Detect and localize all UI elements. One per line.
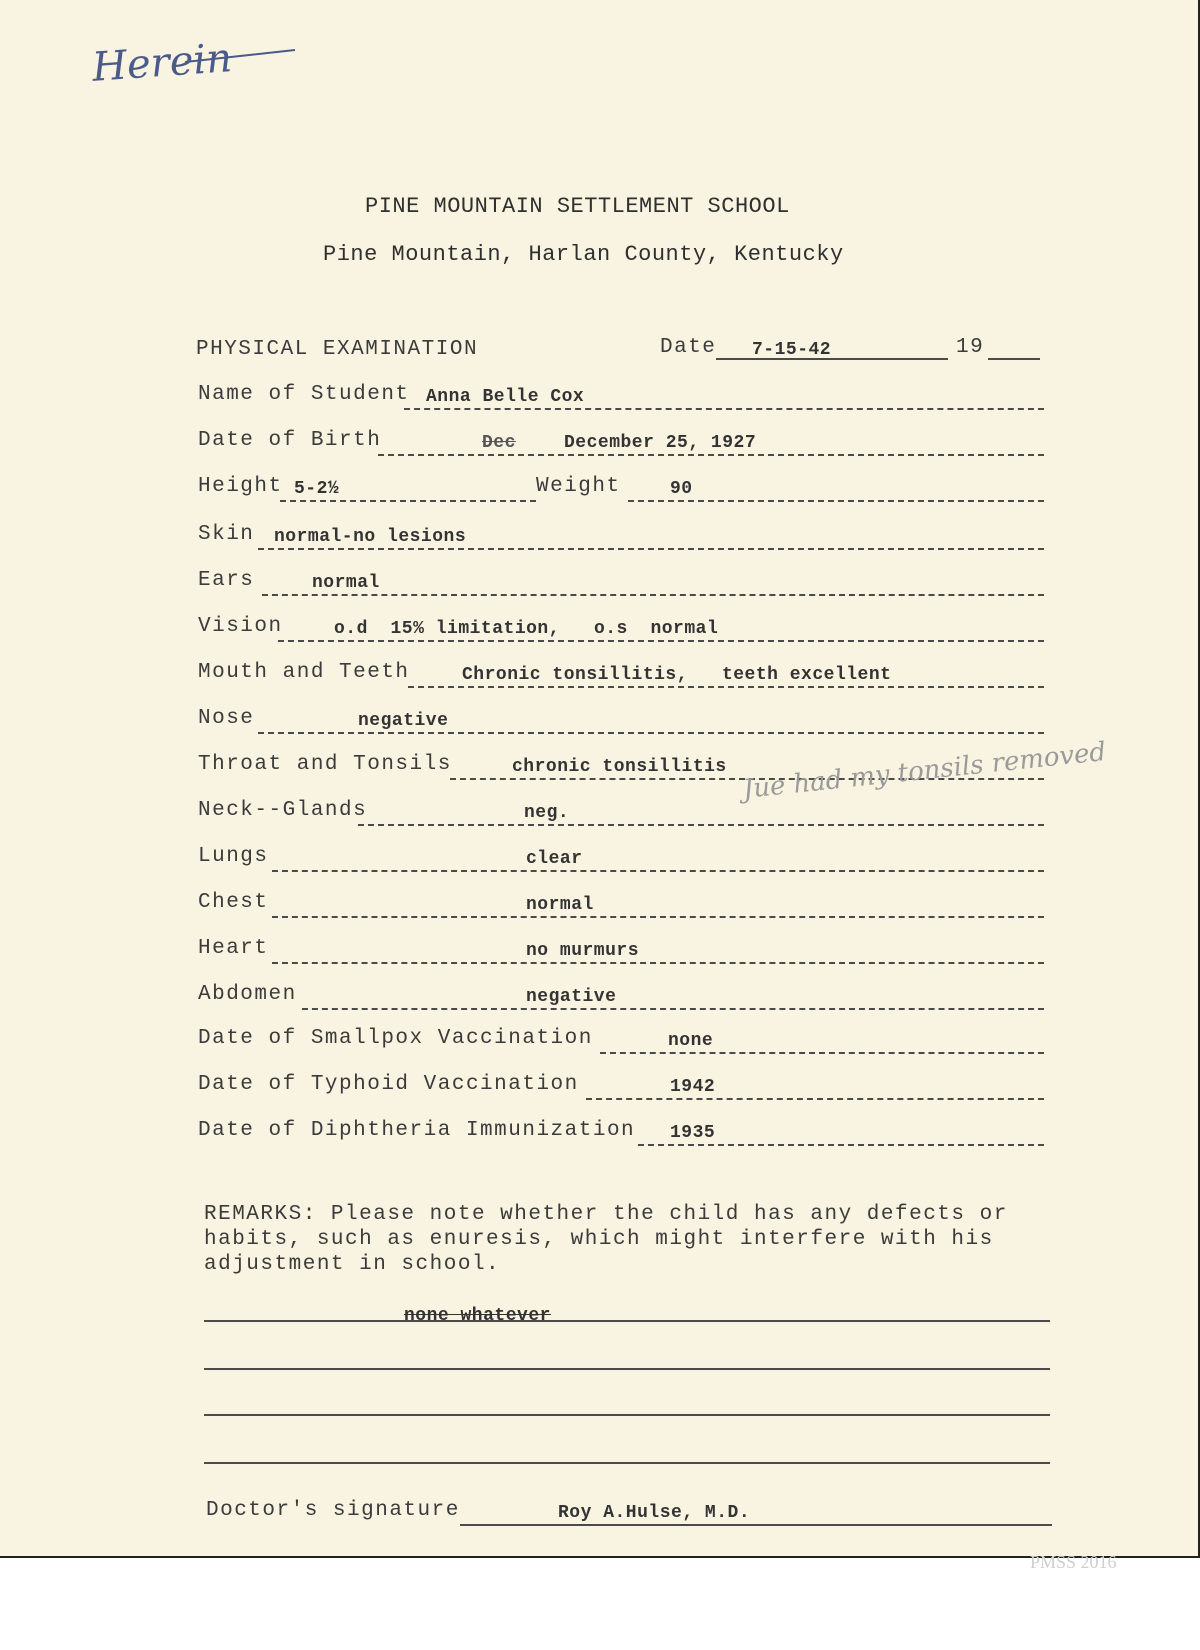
remarks-line-1 bbox=[204, 1320, 1050, 1322]
row-signature bbox=[206, 1492, 1052, 1526]
typhoid-label: Date of Typhoid Vaccination bbox=[198, 1073, 579, 1096]
weight-value: 90 bbox=[670, 479, 693, 499]
diphtheria-line bbox=[638, 1144, 1044, 1146]
abdomen-value: negative bbox=[526, 987, 617, 1007]
row-heart bbox=[198, 930, 1044, 964]
abdomen-label: Abdomen bbox=[198, 983, 297, 1006]
throat-value: chronic tonsillitis bbox=[512, 757, 727, 777]
ears-value: normal bbox=[312, 573, 380, 593]
handwritten-stroke-icon bbox=[180, 40, 300, 70]
date-label: Date bbox=[660, 336, 717, 359]
row-neck bbox=[198, 792, 1044, 826]
signature-value: Roy A.Hulse, M.D. bbox=[558, 1503, 751, 1523]
birth-value: December 25, 1927 bbox=[564, 433, 757, 453]
lungs-value: clear bbox=[526, 849, 583, 869]
school-name: PINE MOUNTAIN SETTLEMENT SCHOOL bbox=[365, 194, 790, 219]
year-line bbox=[988, 358, 1040, 360]
row-typhoid bbox=[198, 1066, 1044, 1100]
signature-line bbox=[460, 1524, 1052, 1526]
birth-label: Date of Birth bbox=[198, 429, 382, 452]
vision-line bbox=[278, 640, 1044, 642]
height-label: Height bbox=[198, 475, 283, 498]
chest-line bbox=[272, 916, 1044, 918]
row-smallpox bbox=[198, 1020, 1044, 1054]
remarks-line-4 bbox=[204, 1462, 1050, 1464]
neck-value: neg. bbox=[524, 803, 570, 823]
abdomen-line bbox=[302, 1008, 1044, 1010]
row-name bbox=[198, 376, 1044, 410]
skin-line bbox=[258, 548, 1044, 550]
diphtheria-value: 1935 bbox=[670, 1123, 716, 1143]
row-skin bbox=[198, 516, 1044, 550]
heart-line bbox=[272, 962, 1044, 964]
smallpox-value: none bbox=[668, 1031, 714, 1051]
height-value: 5-2½ bbox=[294, 479, 340, 499]
handwritten-note: Herein bbox=[90, 35, 234, 91]
row-vision bbox=[198, 608, 1044, 642]
typhoid-value: 1942 bbox=[670, 1077, 716, 1097]
lungs-label: Lungs bbox=[198, 845, 269, 868]
year-label: 19 bbox=[956, 336, 985, 359]
birth-struck-value: Dec bbox=[482, 433, 516, 453]
name-value: Anna Belle Cox bbox=[426, 387, 585, 407]
mouth-value: Chronic tonsillitis, teeth excellent bbox=[462, 665, 892, 685]
form-title: PHYSICAL EXAMINATION bbox=[196, 338, 479, 361]
heart-value: no murmurs bbox=[526, 941, 640, 961]
vision-value: o.d 15% limitation, o.s normal bbox=[334, 619, 719, 639]
smallpox-line bbox=[600, 1052, 1044, 1054]
row-mouth bbox=[198, 654, 1044, 688]
heart-label: Heart bbox=[198, 937, 269, 960]
mouth-label: Mouth and Teeth bbox=[198, 661, 410, 684]
throat-label: Throat and Tonsils bbox=[198, 753, 452, 776]
neck-label: Neck--Glands bbox=[198, 799, 368, 822]
diphtheria-label: Date of Diphtheria Immunization bbox=[198, 1119, 636, 1142]
weight-line bbox=[628, 500, 1044, 502]
chest-label: Chest bbox=[198, 891, 269, 914]
remarks-line-2 bbox=[204, 1368, 1050, 1370]
signature-label: Doctor's signature bbox=[206, 1499, 460, 1522]
smallpox-label: Date of Smallpox Vaccination bbox=[198, 1027, 593, 1050]
row-abdomen bbox=[198, 976, 1044, 1010]
height-line bbox=[280, 500, 536, 502]
weight-label: Weight bbox=[536, 475, 621, 498]
row-lungs bbox=[198, 838, 1044, 872]
school-address: Pine Mountain, Harlan County, Kentucky bbox=[323, 242, 844, 267]
date-value: 7-15-42 bbox=[752, 340, 832, 360]
typhoid-line bbox=[586, 1098, 1044, 1100]
row-birth bbox=[198, 422, 1044, 456]
remarks-value: none whatever bbox=[404, 1306, 551, 1326]
nose-value: negative bbox=[358, 711, 449, 731]
throat-handwritten-note: Jue had my tonsils removed bbox=[741, 737, 1108, 805]
skin-value: normal-no lesions bbox=[274, 527, 467, 547]
lungs-line bbox=[272, 870, 1044, 872]
row-chest bbox=[198, 884, 1044, 918]
row-height-weight bbox=[198, 468, 1044, 502]
row-nose bbox=[198, 700, 1044, 734]
neck-line bbox=[358, 824, 1044, 826]
name-line bbox=[404, 408, 1044, 410]
date-line bbox=[716, 358, 948, 360]
row-ears bbox=[198, 562, 1044, 596]
remarks-text: REMARKS: Please note whether the child has any defects or habits, such as enuresis, which might interfere with his adjustment in school. bbox=[204, 1203, 1008, 1276]
nose-label: Nose bbox=[198, 707, 255, 730]
remarks-line-3 bbox=[204, 1414, 1050, 1416]
ears-line bbox=[262, 594, 1044, 596]
watermark: PMSS 2016 bbox=[1030, 1552, 1117, 1572]
birth-line bbox=[378, 454, 1044, 456]
row-diphtheria bbox=[198, 1112, 1044, 1146]
mouth-line bbox=[408, 686, 1044, 688]
skin-label: Skin bbox=[198, 523, 255, 546]
chest-value: normal bbox=[526, 895, 594, 915]
name-label: Name of Student bbox=[198, 383, 410, 406]
ears-label: Ears bbox=[198, 569, 255, 592]
vision-label: Vision bbox=[198, 615, 283, 638]
nose-line bbox=[258, 732, 1044, 734]
